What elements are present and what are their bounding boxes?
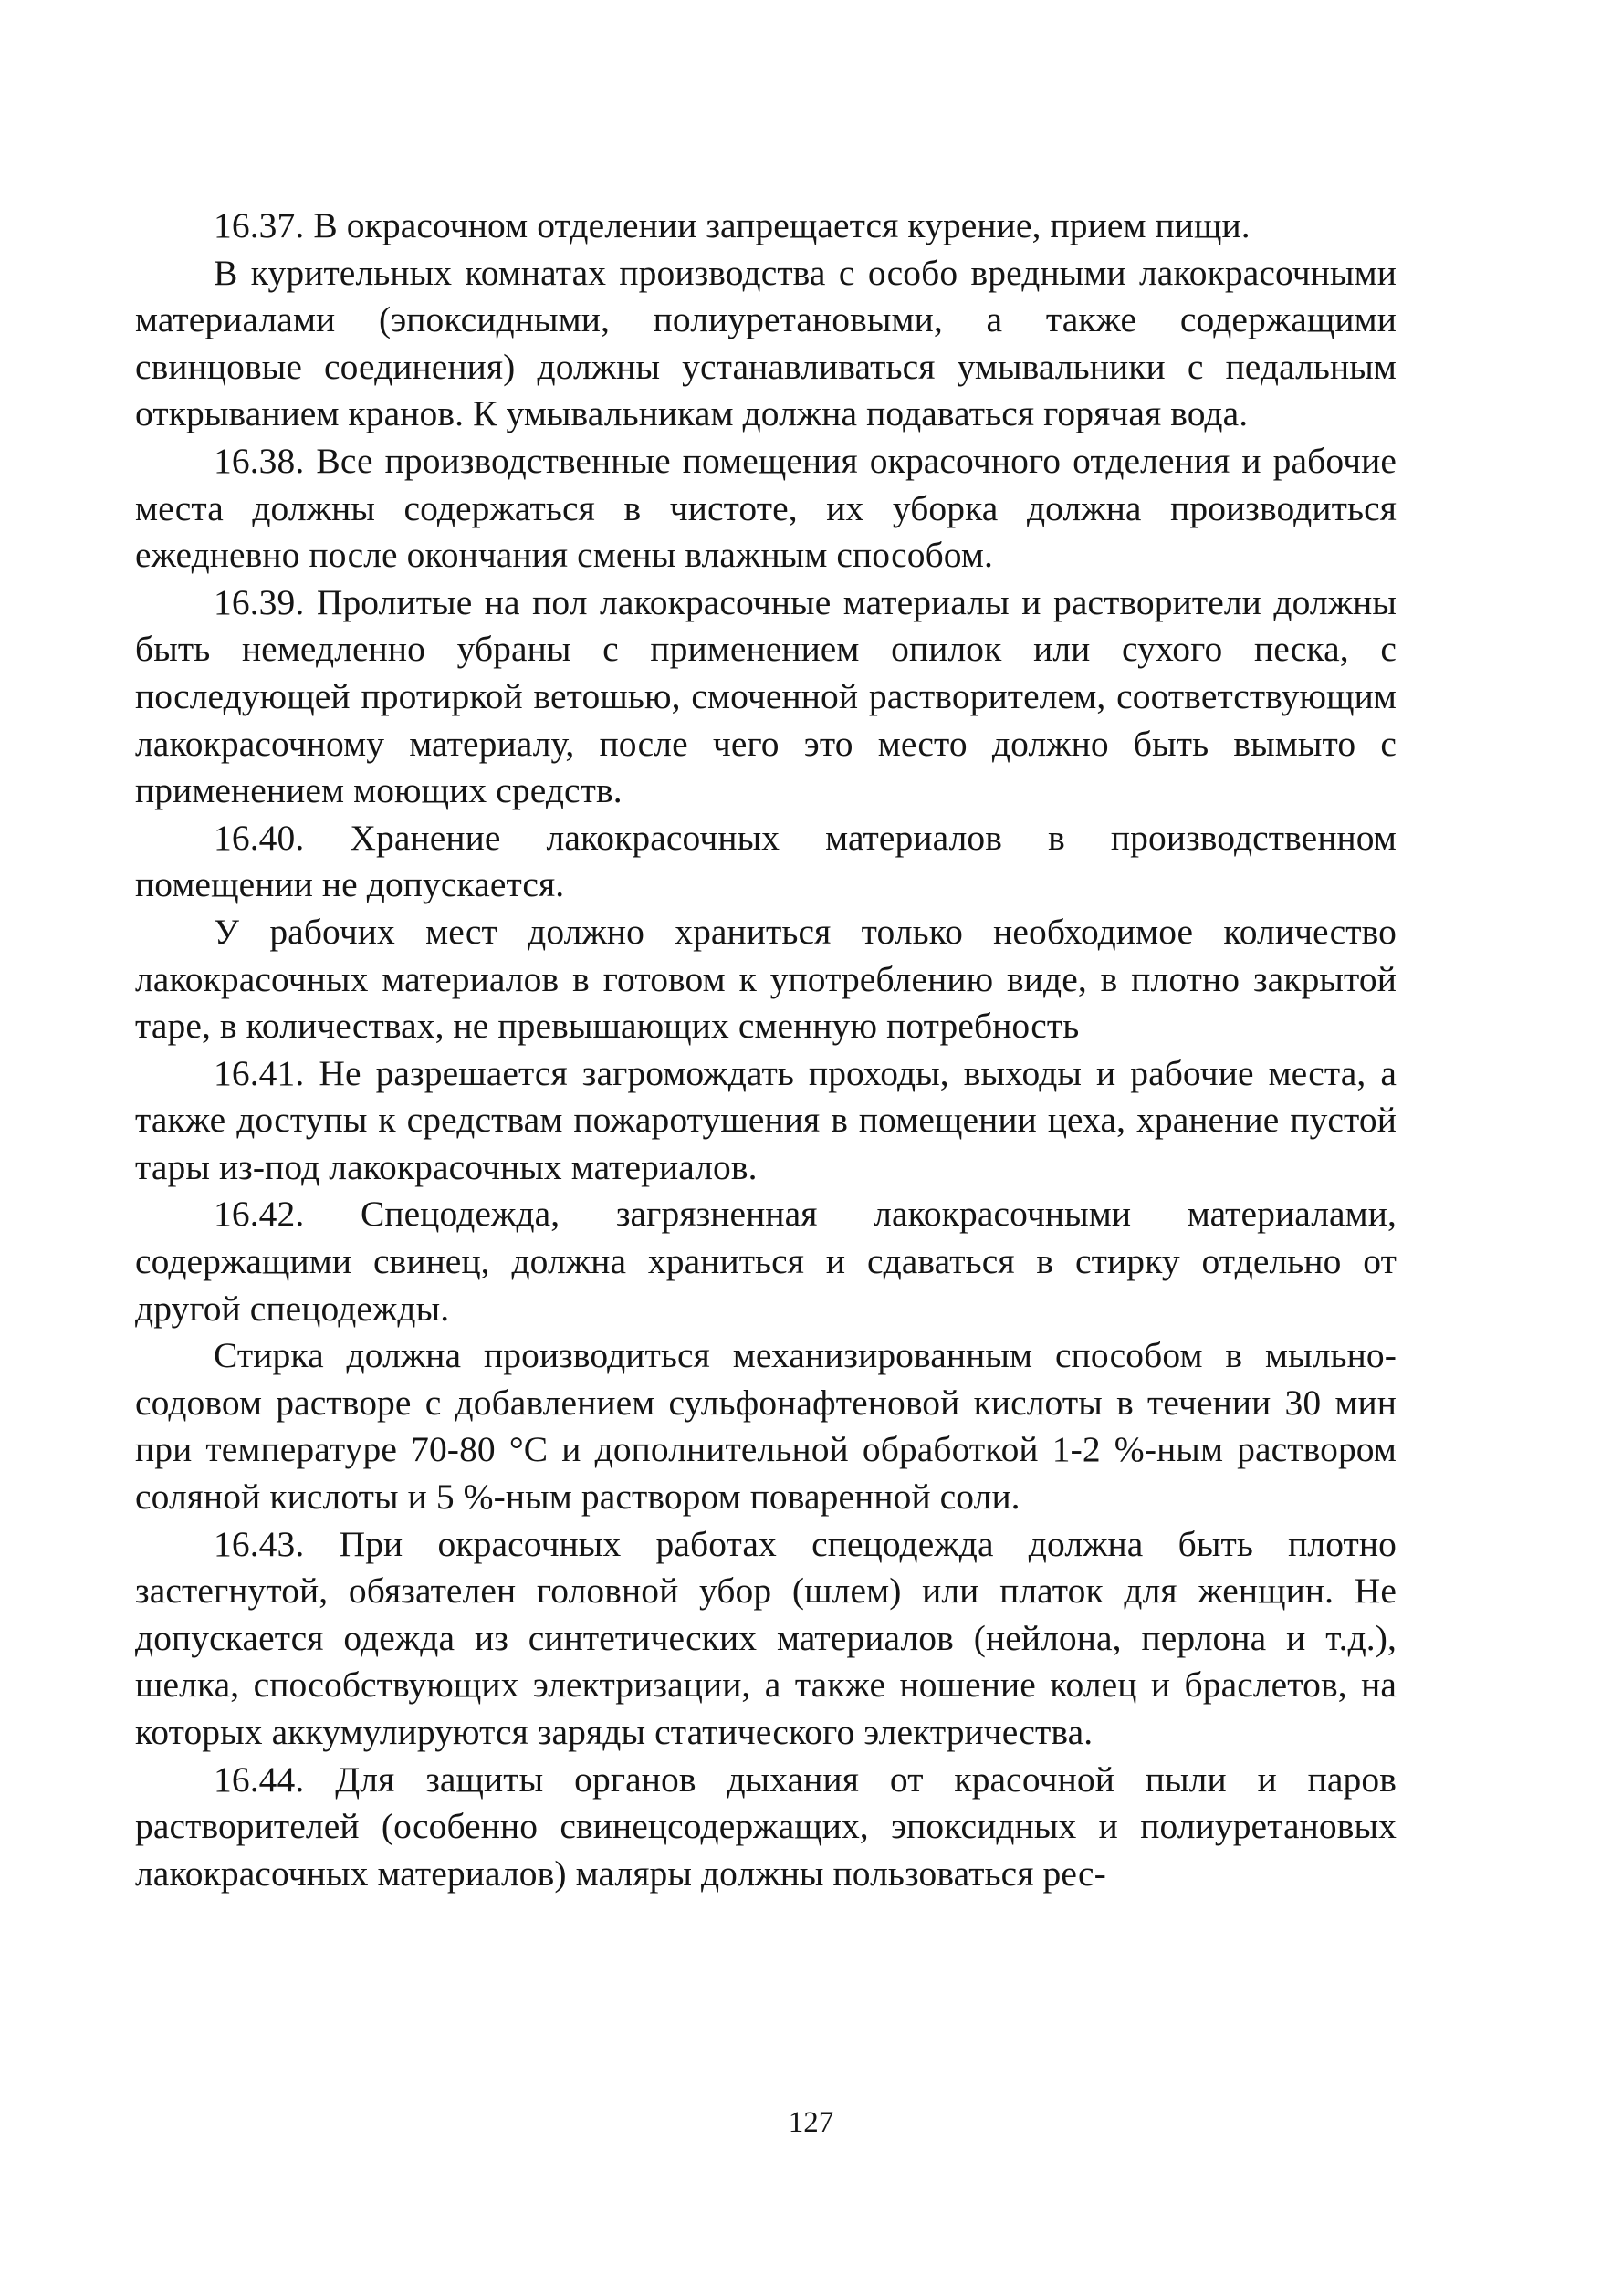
paragraph-16-44: 16.44. Для защиты органов дыхания от красочной пыли и паров растворителей (особенно свинецсодержащих, эпоксидных и полиуретановых лакокрасочных материалов) маляры должны пользоваться рес- [135, 1759, 1397, 1894]
body-text [135, 203, 1397, 1897]
paragraph-16-40: 16.40. Хранение лакокрасочных материалов в производственном помещении не допускается. [135, 817, 1397, 905]
paragraph-16-42: 16.42. Спецодежда, загрязненная лакокрасочными материалами, содержащими свинец, должна храниться и сдаваться в стирку отдельно от другой спецодежды. [135, 1194, 1397, 1329]
page-number: 127 [788, 2106, 834, 2139]
paragraph-smoking-rooms: В курительных комнатах производства с особо вредными лакокрасочными материалами (эпоксидными, полиуретановыми, а также содержащими свинцовые соединения) должны устанавливаться умывальники с педальным открыванием кранов. К умывальникам должна подаваться горячая вода. [135, 252, 1397, 434]
paragraph-16-39: 16.39. Пролитые на пол лакокрасочные материалы и растворители должны быть немедленно убраны с применением опилок или сухого песка, с последующей протиркой ветошью, смоченной растворителем, соответствующим лакокрасочному материалу, после чего это место должно быть вымыто с применением моющих средств. [135, 581, 1397, 811]
paragraph-16-43: 16.43. При окрасочных работах спецодежда должна быть плотно застегнутой, обязателен головной убор (шлем) или платок для женщин. Не допускается одежда из синтетических материалов (нейлона, перлона и т.д.), шелка, способствующих электризации, а также ношение колец и браслетов, на которых аккумулируются заряды статического электричества. [135, 1523, 1397, 1752]
paragraph-16-37: 16.37. В окрасочном отделении запрещается курение, прием пищи. [214, 205, 1251, 245]
paragraph-washing: Стирка должна производиться механизированным способом в мыльно-содовом растворе с добавлением сульфонафтеновой кислоты в течении 30 мин при температуре 70-80 °С и дополнительной обработкой 1-2 %-ным раствором соляной кислоты и 5 %-ным раствором поваренной соли. [135, 1335, 1397, 1518]
paragraph-workplace-storage: У рабочих мест должно храниться только необходимое количество лакокрасочных материалов в готовом к употреблению виде, в плотно закрытой таре, в количествах, не превышающих сменную потребность [135, 911, 1397, 1047]
paragraph-16-41: 16.41. Не разрешается загромождать проходы, выходы и рабочие места, а также доступы к средствам пожаротушения в помещении цеха, хранение пустой тары из-под лакокрасочных материалов. [135, 1052, 1397, 1187]
paragraph-16-38: 16.38. Все производственные помещения окрасочного отделения и рабочие места должны содержаться в чистоте, их уборка должна производиться ежедневно после окончания смены влажным способом. [135, 440, 1397, 576]
